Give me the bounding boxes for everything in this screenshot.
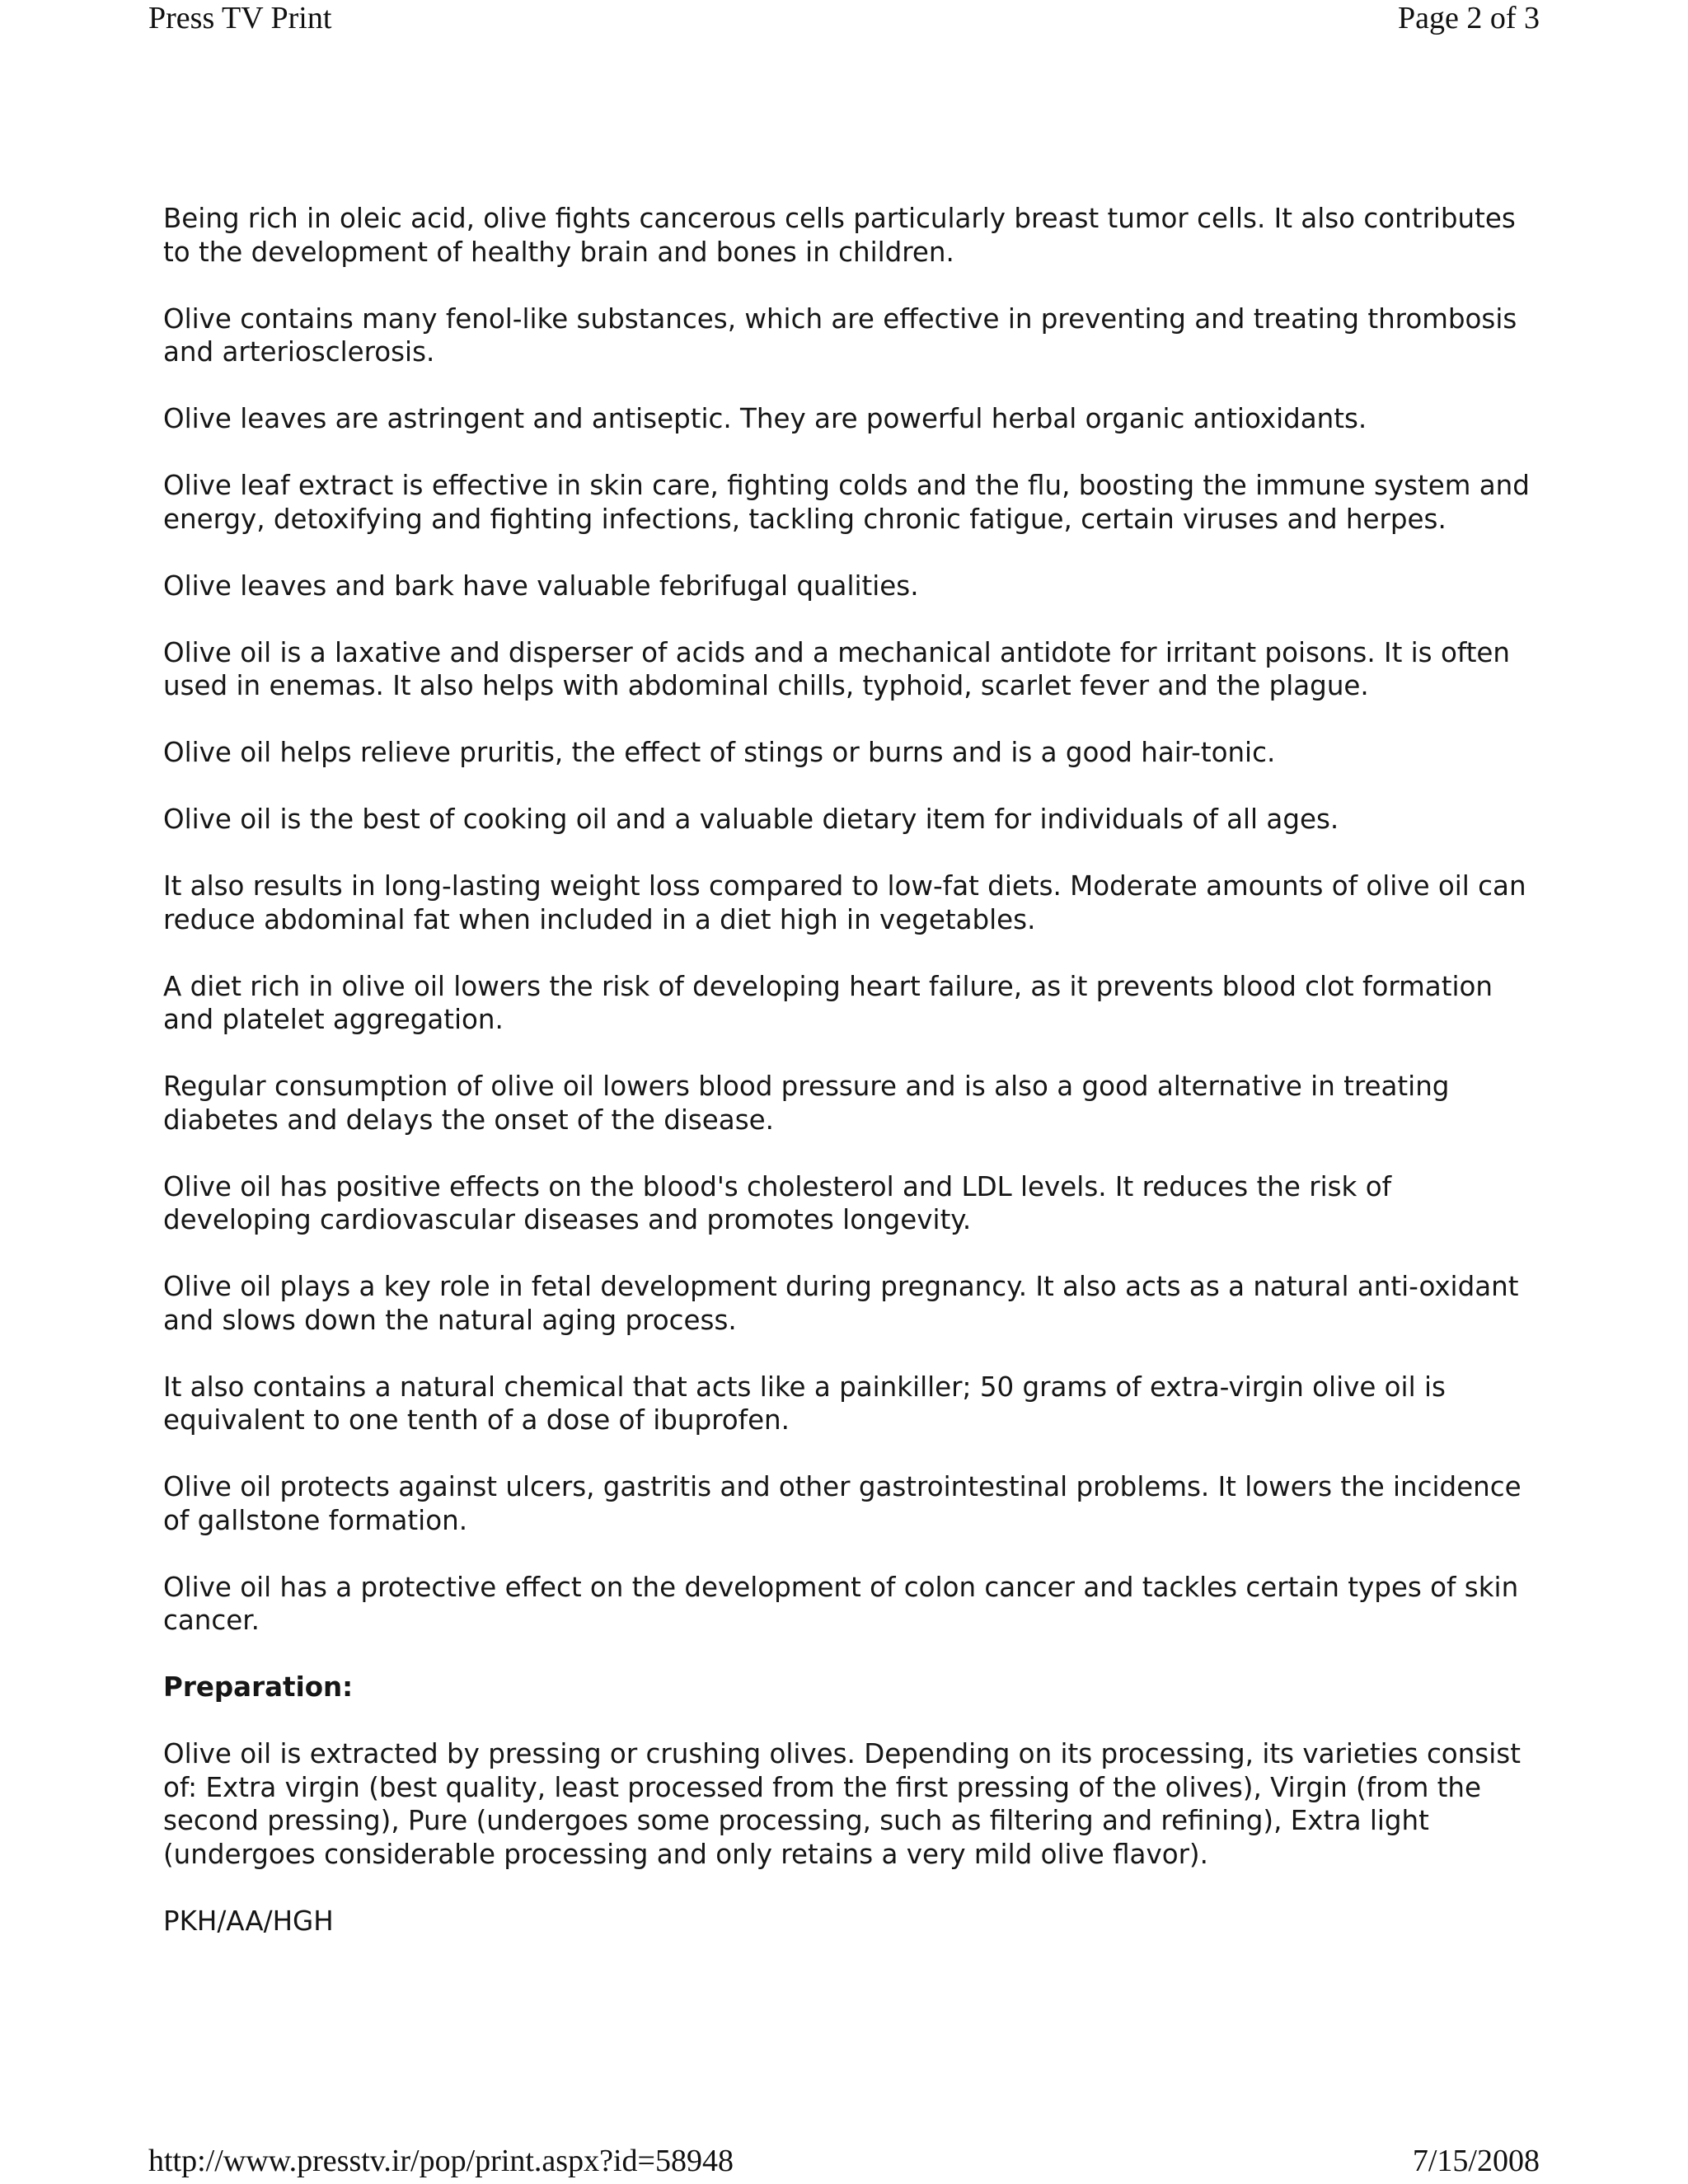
header-page-number: Page 2 of 3: [1397, 1, 1540, 35]
article-paragraph: It also contains a natural chemical that acts like a painkiller; 50 grams of extra-virgin olive oil is equivalent to one tenth of a dose of ibuprofen.: [163, 1371, 1446, 1436]
article-paragraph: It also results in long-lasting weight loss compared to low-fat diets. Moderate amounts of olive oil can reduce abdominal fat when included in a diet high in vegetables.: [163, 870, 1526, 935]
header-site-title: Press TV Print: [148, 1, 332, 35]
article-paragraph: Olive oil has a protective effect on the development of colon cancer and tackles certain types of skin cancer.: [163, 1571, 1519, 1636]
article-paragraph: Olive leaves and bark have valuable febrifugal qualities.: [163, 569, 919, 602]
article-paragraph: Olive oil is a laxative and disperser of acids and a mechanical antidote for irritant poisons. It is often used in enemas. It also helps with abdominal chills, typhoid, scarlet fever and the plague.: [163, 636, 1511, 701]
article-paragraph: Being rich in oleic acid, olive fights cancerous cells particularly breast tumor cells. It also contributes to the development of healthy brain and bones in children.: [163, 203, 1516, 268]
article-paragraph: Olive oil plays a key role in fetal development during pregnancy. It also acts as a natural anti-oxidant and slows down the natural aging process.: [163, 1271, 1519, 1336]
footer-url: http://www.presstv.ir/pop/print.aspx?id=58948: [148, 2144, 734, 2178]
article-body: [163, 202, 1531, 1971]
author-signature: PKH/AA/HGH: [163, 1905, 334, 1937]
article-paragraph: Olive oil has positive effects on the blood's cholesterol and LDL levels. It reduces the risk of developing cardiovascular diseases and promotes longevity.: [163, 1170, 1392, 1235]
page-header: [148, 0, 1540, 41]
preparation-paragraph: Olive oil is extracted by pressing or crushing olives. Depending on its processing, its varieties consist of: Extra virgin (best quality, least processed from the first pressing of the olives), Virgin (from the second pressing), Pure (undergoes some processing, such as filtering and refining), Extra light (undergoes considerable processing and only retains a very mild olive flavor).: [163, 1738, 1521, 1870]
article-paragraph: Olive leaf extract is effective in skin care, fighting colds and the flu, boosting the immune system and energy, detoxifying and fighting infections, tackling chronic fatigue, certain viruses and herpes.: [163, 470, 1530, 535]
page-footer: [148, 2143, 1540, 2184]
article-paragraph: Olive leaves are astringent and antiseptic. They are powerful herbal organic antioxidants.: [163, 403, 1367, 434]
article-paragraph: Regular consumption of olive oil lowers blood pressure and is also a good alternative in treating diabetes and delays the onset of the disease.: [163, 1071, 1450, 1136]
footer-date: 7/15/2008: [1412, 2144, 1540, 2178]
article-paragraph: Olive oil is the best of cooking oil and a valuable dietary item for individuals of all ages.: [163, 804, 1339, 835]
article-paragraph: Olive contains many fenol-like substances, which are effective in preventing and treating thrombosis and arteriosclerosis.: [163, 302, 1517, 368]
preparation-heading: Preparation:: [163, 1671, 354, 1703]
article-paragraph: A diet rich in olive oil lowers the risk of developing heart failure, as it prevents blood clot formation and platelet aggregation.: [163, 970, 1493, 1035]
article-paragraph: Olive oil protects against ulcers, gastritis and other gastrointestinal problems. It lowers the incidence of gallstone formation.: [163, 1471, 1522, 1536]
article-paragraph: Olive oil helps relieve pruritis, the effect of stings or burns and is a good hair-tonic.: [163, 737, 1276, 768]
